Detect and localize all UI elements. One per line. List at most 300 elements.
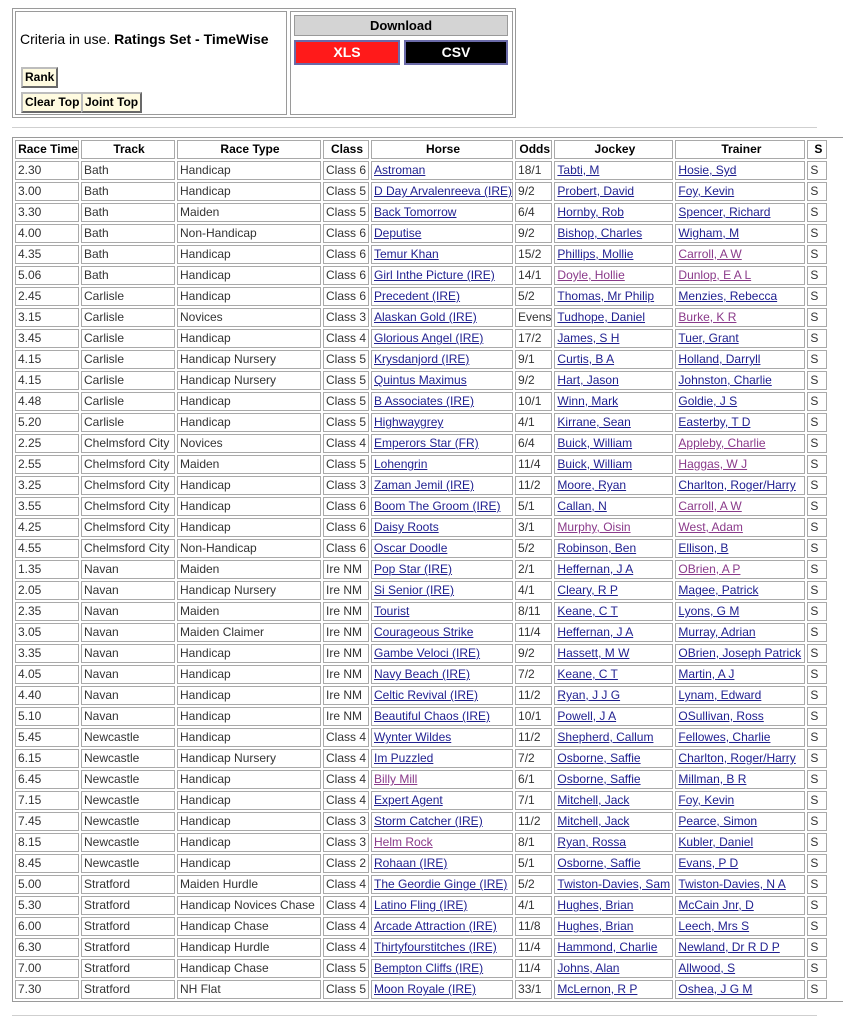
trainer-cell xyxy=(675,392,805,411)
horse-link[interactable]: Expert Agent xyxy=(374,793,443,807)
jockey-link[interactable]: Hassett, M W xyxy=(557,646,630,660)
trainer-cell xyxy=(675,686,805,705)
horse-cell xyxy=(371,329,513,348)
table-row xyxy=(15,791,827,810)
trainer-link[interactable]: Easterby, T D xyxy=(678,415,751,429)
jockey-link[interactable]: Mitchell, Jack xyxy=(557,793,630,807)
race-type-cell: Handicap xyxy=(177,644,321,663)
extra-cell: S xyxy=(807,287,827,306)
table-row xyxy=(15,707,827,726)
race-time-cell: 4.05 xyxy=(15,665,79,684)
horse-cell xyxy=(371,644,513,663)
trainer-link[interactable]: Haggas, W J xyxy=(678,457,748,471)
jockey-cell xyxy=(554,287,673,306)
extra-cell: S xyxy=(807,497,827,516)
extra-cell: S xyxy=(807,560,827,579)
horse-link[interactable]: Back Tomorrow xyxy=(374,205,457,219)
trainer-link[interactable]: Twiston-Davies, N A xyxy=(678,877,786,891)
class-cell: Class 6 xyxy=(323,539,369,558)
extra-cell: S xyxy=(807,896,827,915)
jockey-link[interactable]: Tabti, M xyxy=(557,163,600,177)
track-cell: Carlisle xyxy=(81,413,175,432)
race-time-cell: 3.25 xyxy=(15,476,79,495)
race-time-cell: 5.30 xyxy=(15,896,79,915)
class-cell: Class 4 xyxy=(323,791,369,810)
odds-cell: 5/1 xyxy=(515,497,552,516)
jockey-link[interactable]: Curtis, B A xyxy=(557,352,615,366)
class-cell: Class 6 xyxy=(323,224,369,243)
download-csv-button[interactable]: CSV xyxy=(404,40,508,65)
jockey-link[interactable]: James, S H xyxy=(557,331,620,345)
race-time-cell: 7.30 xyxy=(15,980,79,999)
trainer-cell xyxy=(675,560,805,579)
table-row xyxy=(15,728,827,747)
trainer-cell xyxy=(675,224,805,243)
horse-link[interactable]: Astroman xyxy=(374,163,426,177)
odds-cell: 15/2 xyxy=(515,245,552,264)
track-cell: Bath xyxy=(81,203,175,222)
track-cell: Newcastle xyxy=(81,791,175,810)
track-cell: Stratford xyxy=(81,938,175,957)
table-row xyxy=(15,224,827,243)
horse-cell xyxy=(371,455,513,474)
trainer-link[interactable]: Menzies, Rebecca xyxy=(678,289,778,303)
horse-link[interactable]: Billy Mill xyxy=(374,772,418,786)
jockey-cell xyxy=(554,707,673,726)
race-type-cell: Handicap xyxy=(177,476,321,495)
horse-link[interactable]: Girl Inthe Picture (IRE) xyxy=(374,268,495,282)
odds-cell: 3/1 xyxy=(515,518,552,537)
odds-cell: 17/2 xyxy=(515,329,552,348)
jockey-link[interactable]: Shepherd, Callum xyxy=(557,730,654,744)
trainer-link[interactable]: Carroll, A W xyxy=(678,499,742,513)
jockey-link[interactable]: Callan, N xyxy=(557,499,607,513)
trainer-link[interactable]: Fellowes, Charlie xyxy=(678,730,771,744)
horse-cell xyxy=(371,896,513,915)
jockey-link[interactable]: Bishop, Charles xyxy=(557,226,643,240)
jockey-link[interactable]: Hughes, Brian xyxy=(557,898,634,912)
horse-link[interactable]: D Day Arvalenreeva (IRE) xyxy=(374,184,513,198)
horse-cell xyxy=(371,581,513,600)
horse-link[interactable]: Precedent (IRE) xyxy=(374,289,461,303)
table-row xyxy=(15,203,827,222)
race-type-cell: Handicap xyxy=(177,812,321,831)
horse-link[interactable]: Beautiful Chaos (IRE) xyxy=(374,709,491,723)
race-time-cell: 8.45 xyxy=(15,854,79,873)
jockey-link[interactable]: Moore, Ryan xyxy=(557,478,627,492)
race-type-cell: Handicap xyxy=(177,854,321,873)
jockey-link[interactable]: Kirrane, Sean xyxy=(557,415,631,429)
race-time-cell: 5.20 xyxy=(15,413,79,432)
odds-cell: 11/4 xyxy=(515,959,552,978)
horse-link[interactable]: Deputise xyxy=(374,226,422,240)
trainer-link[interactable]: Dunlop, E A L xyxy=(678,268,752,282)
trainer-link[interactable]: OSullivan, Ross xyxy=(678,709,764,723)
horse-link[interactable]: The Geordie Ginge (IRE) xyxy=(374,877,508,891)
extra-cell: S xyxy=(807,371,827,390)
horse-link[interactable]: Moon Royale (IRE) xyxy=(374,982,477,996)
trainer-link[interactable]: Murray, Adrian xyxy=(678,625,756,639)
horse-cell xyxy=(371,959,513,978)
jockey-link[interactable]: Cleary, R P xyxy=(557,583,618,597)
race-time-cell: 3.15 xyxy=(15,308,79,327)
jockey-link[interactable]: Doyle, Hollie xyxy=(557,268,625,282)
class-cell: Class 5 xyxy=(323,413,369,432)
jockey-link[interactable]: Hornby, Rob xyxy=(557,205,624,219)
trainer-link[interactable]: Leech, Mrs S xyxy=(678,919,750,933)
jockey-link[interactable]: Hammond, Charlie xyxy=(557,940,658,954)
trainer-cell xyxy=(675,644,805,663)
race-type-cell: Handicap xyxy=(177,665,321,684)
table-row xyxy=(15,182,827,201)
jockey-cell xyxy=(554,644,673,663)
jockey-cell xyxy=(554,875,673,894)
extra-cell: S xyxy=(807,917,827,936)
extra-cell: S xyxy=(807,812,827,831)
trainer-link[interactable]: Johnston, Charlie xyxy=(678,373,772,387)
jockey-link[interactable]: Robinson, Ben xyxy=(557,541,637,555)
trainer-cell xyxy=(675,959,805,978)
extra-cell: S xyxy=(807,392,827,411)
class-cell: Ire NM xyxy=(323,560,369,579)
download-title: Download xyxy=(294,15,508,36)
horse-link[interactable]: B Associates (IRE) xyxy=(374,394,475,408)
trainer-cell xyxy=(675,602,805,621)
trainer-link[interactable]: Goldie, J S xyxy=(678,394,738,408)
horse-link[interactable]: Navy Beach (IRE) xyxy=(374,667,471,681)
horse-cell xyxy=(371,749,513,768)
jockey-cell xyxy=(554,518,673,537)
joint-top-button[interactable]: Joint Top xyxy=(81,92,142,113)
trainer-link[interactable]: Lyons, G M xyxy=(678,604,740,618)
jockey-cell xyxy=(554,224,673,243)
extra-cell: S xyxy=(807,476,827,495)
extra-cell: S xyxy=(807,161,827,180)
track-cell: Stratford xyxy=(81,917,175,936)
odds-cell: 6/4 xyxy=(515,203,552,222)
race-time-cell: 6.15 xyxy=(15,749,79,768)
jockey-cell xyxy=(554,455,673,474)
track-cell: Stratford xyxy=(81,980,175,999)
jockey-link[interactable]: Keane, C T xyxy=(557,667,618,681)
trainer-link[interactable]: Ellison, B xyxy=(678,541,729,555)
ratings-set-label: Ratings Set - TimeWise xyxy=(114,31,269,47)
race-time-cell: 3.00 xyxy=(15,182,79,201)
clear-top-button[interactable]: Clear Top xyxy=(21,92,83,113)
race-type-cell: Handicap Nursery xyxy=(177,581,321,600)
jockey-cell xyxy=(554,434,673,453)
jockey-cell xyxy=(554,581,673,600)
race-time-cell: 7.15 xyxy=(15,791,79,810)
odds-cell: 14/1 xyxy=(515,266,552,285)
extra-cell: S xyxy=(807,581,827,600)
class-cell: Class 6 xyxy=(323,266,369,285)
race-type-cell: Handicap xyxy=(177,770,321,789)
horse-link[interactable]: Arcade Attraction (IRE) xyxy=(374,919,497,933)
trainer-cell xyxy=(675,791,805,810)
track-cell: Carlisle xyxy=(81,329,175,348)
trainer-link[interactable]: Millman, B R xyxy=(678,772,747,786)
trainer-link[interactable]: Carroll, A W xyxy=(678,247,742,261)
odds-cell: 8/11 xyxy=(515,602,552,621)
race-time-cell: 4.15 xyxy=(15,350,79,369)
jockey-cell xyxy=(554,791,673,810)
odds-cell: 8/1 xyxy=(515,833,552,852)
odds-cell: 11/4 xyxy=(515,455,552,474)
trainer-link[interactable]: Spencer, Richard xyxy=(678,205,771,219)
race-time-cell: 5.06 xyxy=(15,266,79,285)
jockey-link[interactable]: Buick, William xyxy=(557,436,633,450)
horse-link[interactable]: Temur Khan xyxy=(374,247,439,261)
horse-link[interactable]: Bempton Cliffs (IRE) xyxy=(374,961,484,975)
table-row xyxy=(15,371,827,390)
horse-link[interactable]: Quintus Maximus xyxy=(374,373,467,387)
race-time-cell: 6.00 xyxy=(15,917,79,936)
trainer-link[interactable]: Evans, P D xyxy=(678,856,739,870)
trainer-link[interactable]: Appleby, Charlie xyxy=(678,436,766,450)
horse-link[interactable]: Celtic Revival (IRE) xyxy=(374,688,479,702)
jockey-link[interactable]: Heffernan, J A xyxy=(557,562,634,576)
trainer-link[interactable]: Wigham, M xyxy=(678,226,740,240)
extra-cell: S xyxy=(807,959,827,978)
trainer-cell xyxy=(675,938,805,957)
track-cell: Navan xyxy=(81,665,175,684)
trainer-link[interactable]: Martin, A J xyxy=(678,667,735,681)
horse-cell xyxy=(371,161,513,180)
jockey-link[interactable]: Osborne, Saffie xyxy=(557,856,641,870)
odds-cell: 18/1 xyxy=(515,161,552,180)
jockey-link[interactable]: Osborne, Saffie xyxy=(557,772,641,786)
horse-link[interactable]: Krysdanjord (IRE) xyxy=(374,352,470,366)
table-row xyxy=(15,161,827,180)
jockey-link[interactable]: Mitchell, Jack xyxy=(557,814,630,828)
horse-link[interactable]: Si Senior (IRE) xyxy=(374,583,455,597)
trainer-cell xyxy=(675,476,805,495)
horse-link[interactable]: Oscar Doodle xyxy=(374,541,448,555)
race-type-cell: Handicap Chase xyxy=(177,917,321,936)
class-cell: Ire NM xyxy=(323,707,369,726)
jockey-link[interactable]: Johns, Alan xyxy=(557,961,620,975)
extra-cell: S xyxy=(807,707,827,726)
race-time-cell: 2.35 xyxy=(15,602,79,621)
trainer-link[interactable]: Kubler, Daniel xyxy=(678,835,754,849)
horse-link[interactable]: Latino Fling (IRE) xyxy=(374,898,468,912)
extra-cell: S xyxy=(807,686,827,705)
jockey-cell xyxy=(554,623,673,642)
download-xls-button[interactable]: XLS xyxy=(294,40,400,65)
horse-link[interactable]: Courageous Strike xyxy=(374,625,474,639)
class-cell: Class 4 xyxy=(323,896,369,915)
jockey-link[interactable]: Osborne, Saffie xyxy=(557,751,641,765)
jockey-link[interactable]: Tudhope, Daniel xyxy=(557,310,646,324)
horse-cell xyxy=(371,686,513,705)
jockey-link[interactable]: Buick, William xyxy=(557,457,633,471)
extra-cell: S xyxy=(807,770,827,789)
trainer-link[interactable]: McCain Jnr, D xyxy=(678,898,754,912)
trainer-link[interactable]: Charlton, Roger/Harry xyxy=(678,478,796,492)
odds-cell: 10/1 xyxy=(515,392,552,411)
trainer-cell xyxy=(675,917,805,936)
horse-cell xyxy=(371,602,513,621)
class-cell: Class 4 xyxy=(323,875,369,894)
horse-link[interactable]: Emperors Star (FR) xyxy=(374,436,479,450)
horse-link[interactable]: Tourist xyxy=(374,604,410,618)
horse-link[interactable]: Thirtyfourstitches (IRE) xyxy=(374,940,497,954)
race-type-cell: Handicap xyxy=(177,182,321,201)
jockey-cell xyxy=(554,266,673,285)
trainer-link[interactable]: Pearce, Simon xyxy=(678,814,758,828)
horse-link[interactable]: Wynter Wildes xyxy=(374,730,452,744)
jockey-link[interactable]: Hart, Jason xyxy=(557,373,619,387)
trainer-cell xyxy=(675,308,805,327)
race-type-cell: Maiden xyxy=(177,602,321,621)
table-row xyxy=(15,938,827,957)
horse-cell xyxy=(371,413,513,432)
trainer-link[interactable]: OBrien, A P xyxy=(678,562,741,576)
horse-link[interactable]: Rohaan (IRE) xyxy=(374,856,448,870)
track-cell: Navan xyxy=(81,602,175,621)
track-cell: Newcastle xyxy=(81,749,175,768)
extra-cell: S xyxy=(807,728,827,747)
horse-link[interactable]: Lohengrin xyxy=(374,457,428,471)
trainer-link[interactable]: Lynam, Edward xyxy=(678,688,762,702)
column-header-class: Class xyxy=(323,140,369,159)
jockey-cell xyxy=(554,329,673,348)
horse-link[interactable]: Boom The Groom (IRE) xyxy=(374,499,501,513)
horse-link[interactable]: Daisy Roots xyxy=(374,520,439,534)
table-row xyxy=(15,686,827,705)
extra-cell: S xyxy=(807,833,827,852)
trainer-cell xyxy=(675,161,805,180)
jockey-cell xyxy=(554,896,673,915)
class-cell: Class 5 xyxy=(323,959,369,978)
horse-link[interactable]: Pop Star (IRE) xyxy=(374,562,453,576)
jockey-link[interactable]: Winn, Mark xyxy=(557,394,619,408)
jockey-link[interactable]: Keane, C T xyxy=(557,604,618,618)
odds-cell: 5/2 xyxy=(515,287,552,306)
jockey-link[interactable]: Hughes, Brian xyxy=(557,919,634,933)
odds-cell: 9/2 xyxy=(515,224,552,243)
race-type-cell: Handicap xyxy=(177,791,321,810)
trainer-link[interactable]: Charlton, Roger/Harry xyxy=(678,751,796,765)
odds-cell: 11/4 xyxy=(515,938,552,957)
rank-button[interactable]: Rank xyxy=(21,67,58,88)
jockey-link[interactable]: Phillips, Mollie xyxy=(557,247,634,261)
jockey-link[interactable]: McLernon, R P xyxy=(557,982,638,996)
jockey-link[interactable]: Powell, J A xyxy=(557,709,617,723)
class-cell: Class 6 xyxy=(323,287,369,306)
table-row xyxy=(15,665,827,684)
odds-cell: 33/1 xyxy=(515,980,552,999)
track-cell: Navan xyxy=(81,560,175,579)
horse-link[interactable]: Zaman Jemil (IRE) xyxy=(374,478,475,492)
trainer-link[interactable]: Newland, Dr R D P xyxy=(678,940,780,954)
race-type-cell: Handicap xyxy=(177,245,321,264)
jockey-link[interactable]: Ryan, J J G xyxy=(557,688,621,702)
table-row xyxy=(15,329,827,348)
odds-cell: 11/4 xyxy=(515,623,552,642)
jockey-link[interactable]: Heffernan, J A xyxy=(557,625,634,639)
horse-link[interactable]: Im Puzzled xyxy=(374,751,434,765)
jockey-link[interactable]: Thomas, Mr Philip xyxy=(557,289,655,303)
horse-cell xyxy=(371,665,513,684)
odds-cell: 7/2 xyxy=(515,749,552,768)
table-row xyxy=(15,812,827,831)
trainer-link[interactable]: Foy, Kevin xyxy=(678,793,735,807)
class-cell: Ire NM xyxy=(323,686,369,705)
jockey-cell xyxy=(554,728,673,747)
horse-cell xyxy=(371,539,513,558)
extra-cell: S xyxy=(807,623,827,642)
trainer-link[interactable]: OBrien, Joseph Patrick xyxy=(678,646,802,660)
trainer-link[interactable]: West, Adam xyxy=(678,520,743,534)
jockey-link[interactable]: Ryan, Rossa xyxy=(557,835,627,849)
track-cell: Stratford xyxy=(81,875,175,894)
race-time-cell: 5.00 xyxy=(15,875,79,894)
trainer-link[interactable]: Oshea, J G M xyxy=(678,982,753,996)
track-cell: Newcastle xyxy=(81,812,175,831)
jockey-cell xyxy=(554,602,673,621)
horse-cell xyxy=(371,875,513,894)
jockey-link[interactable]: Probert, David xyxy=(557,184,635,198)
trainer-link[interactable]: Magee, Patrick xyxy=(678,583,759,597)
trainer-cell xyxy=(675,665,805,684)
extra-cell: S xyxy=(807,350,827,369)
extra-cell: S xyxy=(807,455,827,474)
trainer-link[interactable]: Holland, Darryll xyxy=(678,352,761,366)
trainer-link[interactable]: Hosie, Syd xyxy=(678,163,737,177)
class-cell: Ire NM xyxy=(323,623,369,642)
horse-cell xyxy=(371,182,513,201)
race-type-cell: Maiden Hurdle xyxy=(177,875,321,894)
horse-cell xyxy=(371,980,513,999)
trainer-link[interactable]: Foy, Kevin xyxy=(678,184,735,198)
track-cell: Navan xyxy=(81,686,175,705)
class-cell: Class 5 xyxy=(323,350,369,369)
horse-link[interactable]: Storm Catcher (IRE) xyxy=(374,814,483,828)
jockey-cell xyxy=(554,749,673,768)
column-header-horse: Horse xyxy=(371,140,513,159)
jockey-link[interactable]: Murphy, Oisin xyxy=(557,520,631,534)
trainer-link[interactable]: Burke, K R xyxy=(678,310,737,324)
table-row xyxy=(15,581,827,600)
jockey-cell xyxy=(554,497,673,516)
horse-link[interactable]: Gambe Veloci (IRE) xyxy=(374,646,481,660)
table-row xyxy=(15,917,827,936)
horse-cell xyxy=(371,308,513,327)
jockey-link[interactable]: Twiston-Davies, Sam xyxy=(557,877,671,891)
race-table xyxy=(13,138,829,1001)
horse-link[interactable]: Alaskan Gold (IRE) xyxy=(374,310,477,324)
odds-cell: 7/2 xyxy=(515,665,552,684)
extra-cell: S xyxy=(807,938,827,957)
column-header-track: Track xyxy=(81,140,175,159)
race-time-cell: 5.45 xyxy=(15,728,79,747)
trainer-cell xyxy=(675,287,805,306)
horse-link[interactable]: Helm Rock xyxy=(374,835,433,849)
horse-link[interactable]: Highwaygrey xyxy=(374,415,444,429)
race-type-cell: Novices xyxy=(177,434,321,453)
class-cell: Class 3 xyxy=(323,812,369,831)
horse-link[interactable]: Glorious Angel (IRE) xyxy=(374,331,484,345)
jockey-cell xyxy=(554,539,673,558)
trainer-link[interactable]: Tuer, Grant xyxy=(678,331,739,345)
race-type-cell: Maiden xyxy=(177,560,321,579)
trainer-link[interactable]: Allwood, S xyxy=(678,961,736,975)
trainer-cell xyxy=(675,413,805,432)
jockey-cell xyxy=(554,413,673,432)
jockey-cell xyxy=(554,560,673,579)
